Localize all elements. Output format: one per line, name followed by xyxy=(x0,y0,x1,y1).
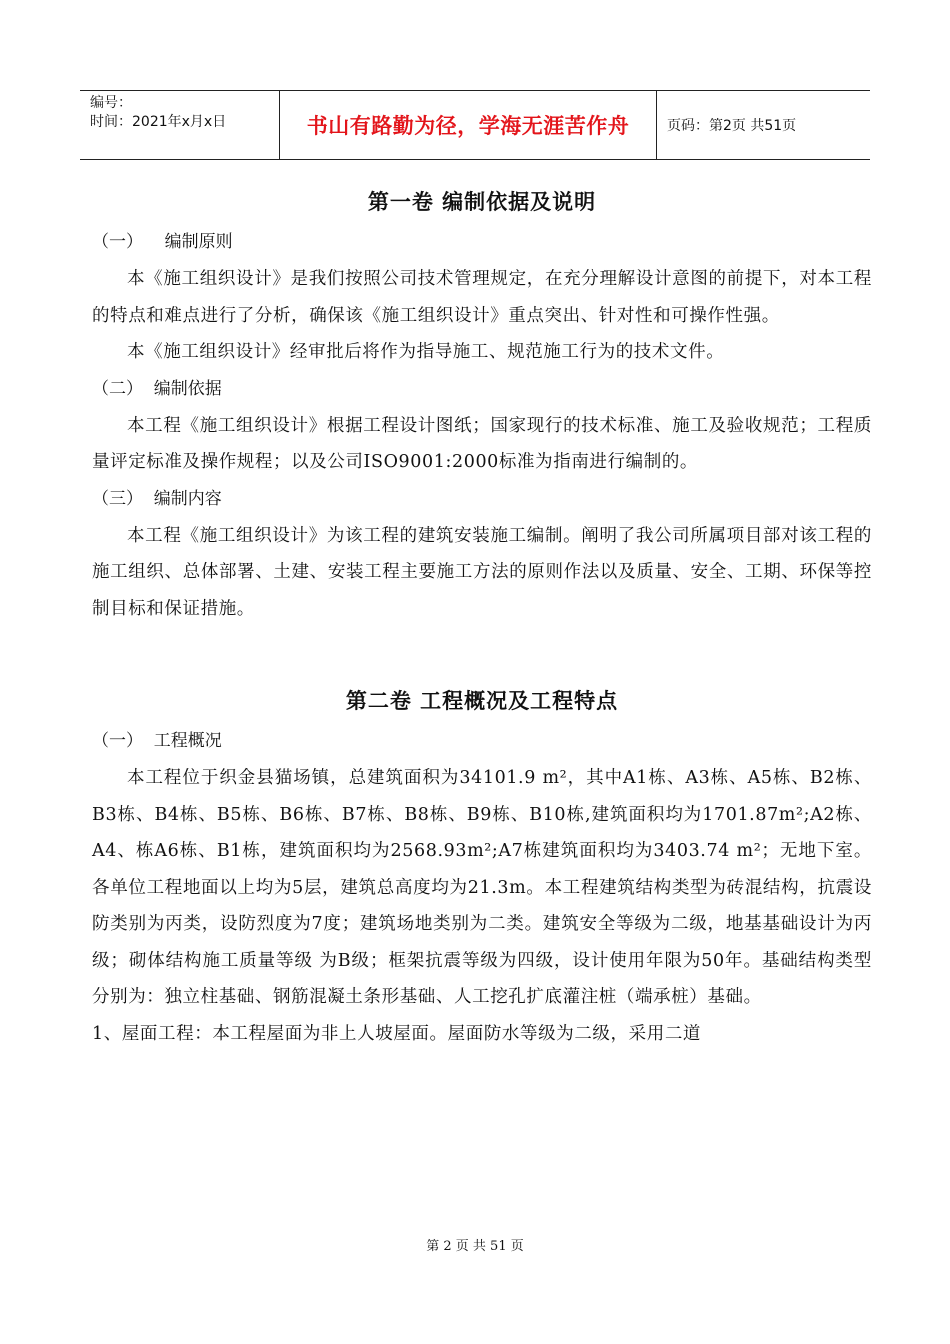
document-body xyxy=(92,180,872,1052)
spacer xyxy=(92,627,872,679)
header-motto: 书山有路勤为径，学海无涯苦作舟 xyxy=(280,91,657,159)
page-header xyxy=(80,90,870,160)
page-footer: 第 2 页 共 51 页 xyxy=(426,1239,524,1254)
document-number-label: 编号： xyxy=(90,95,132,111)
document-time-label: 时间：2021年x月x日 xyxy=(90,114,227,130)
paragraph: 本《施工组织设计》是我们按照公司技术管理规定，在充分理解设计意图的前提下，对本工程的特点和难点进行了分析，确保该《施工组织设计》重点突出、针对性和可操作性强。 xyxy=(92,269,872,326)
volume-2-title: 第二卷 工程概况及工程特点 xyxy=(345,689,619,713)
list-item: 1、屋面工程：本工程屋面为非上人坡屋面。屋面防水等级为二级，采用二道 xyxy=(92,1023,702,1044)
paragraph: 本工程《施工组织设计》为该工程的建筑安装施工编制。阐明了我公司所属项目部对该工程的施工组织、总体部署、土建、安装工程主要施工方法的原则作法以及质量、安全、工期、环保等控制目标和保证措施。 xyxy=(92,525,872,619)
paragraph: 本工程位于织金县猫场镇，总建筑面积为34101.9 m²，其中A1栋、A3栋、A5栋、B2栋、B3栋、B4栋、B5栋、B6栋、B7栋、B8栋、B9栋、B10栋,建筑面积均为1701.87m²;A2栋、A4、栋A6栋、B1栋，建筑面积均为2568.93m²;A7栋建筑面积均为3403.74 m²；无地下室。各单位工程地面以上均为5层，建筑总高度均为21.3m。本工程建筑结构类型为砖混结构，抗震设防类别为丙类，设防烈度为7度；建筑场地类别为二类。建筑安全等级为二级，地基基础设计为丙级；砌体结构施工质量等级 为B级；框架抗震等级为四级，设计使用年限为50年。基础结构类型分别为：独立柱基础、钢筋混凝土条形基础、人工挖孔扩底灌注桩（端承桩）基础。 xyxy=(92,768,872,1007)
header-meta xyxy=(80,91,280,159)
section-heading: （二） 编制依据 xyxy=(92,378,222,399)
volume-1-title: 第一卷 编制依据及说明 xyxy=(367,190,597,214)
section-heading: （一） 工程概况 xyxy=(92,731,222,751)
section-heading: （一） 编制原则 xyxy=(92,232,233,252)
header-page-label: 页码：第2页 共51页 xyxy=(667,118,797,134)
section-heading: （三） 编制内容 xyxy=(92,488,222,509)
paragraph: 本《施工组织设计》经审批后将作为指导施工、规范施工行为的技术文件。 xyxy=(127,342,725,362)
paragraph: 本工程《施工组织设计》根据工程设计图纸；国家现行的技术标准、施工及验收规范；工程质量评定标准及操作规程；以及公司ISO9001:2000标准为指南进行编制的。 xyxy=(92,415,872,472)
